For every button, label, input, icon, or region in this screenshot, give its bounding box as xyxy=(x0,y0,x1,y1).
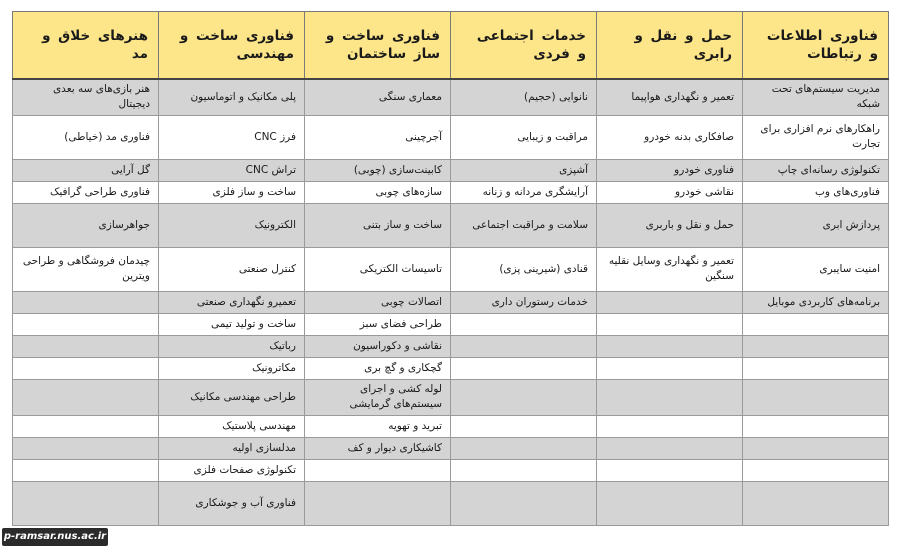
table-cell: امنیت سایبری xyxy=(743,247,889,291)
table-cell: کابینت‌سازی (چوبی) xyxy=(305,159,451,181)
table-cell: رباتیک xyxy=(159,335,305,357)
table-cell: مراقبت و زیبایی xyxy=(451,115,597,159)
table-cell xyxy=(743,379,889,415)
table-cell: سلامت و مراقبت اجتماعی xyxy=(451,203,597,247)
table-cell: معماری سنگی xyxy=(305,79,451,115)
table-cell: سازه‌های چوبی xyxy=(305,181,451,203)
table-cell xyxy=(597,437,743,459)
table-cell: ساخت و تولید تیمی xyxy=(159,313,305,335)
table-cell: مدلسازی اولیه xyxy=(159,437,305,459)
table-cell xyxy=(13,437,159,459)
table-cell: آجرچینی xyxy=(305,115,451,159)
table-cell xyxy=(13,481,159,525)
table-cell: خدمات رستوران داری xyxy=(451,291,597,313)
table-cell: تعمیر و نگهداری وسایل نقلیه سنگین xyxy=(597,247,743,291)
table-row xyxy=(13,115,889,159)
table-cell: کنترل صنعتی xyxy=(159,247,305,291)
header-manufacturing: فناوری ساخت و مهندسی xyxy=(159,12,305,80)
table-row xyxy=(13,459,889,481)
table-cell xyxy=(743,335,889,357)
table-cell: قنادی (شیرینی پزی) xyxy=(451,247,597,291)
table-row xyxy=(13,181,889,203)
table-cell: ساخت و ساز بتنی xyxy=(305,203,451,247)
table-cell xyxy=(451,335,597,357)
table-cell: اتصالات چوبی xyxy=(305,291,451,313)
table-cell: راهکارهای نرم افزاری برای تجارت xyxy=(743,115,889,159)
table-cell xyxy=(13,379,159,415)
table-cell: ساخت و ساز فلزی xyxy=(159,181,305,203)
table-cell: تراش CNC xyxy=(159,159,305,181)
table-cell xyxy=(13,313,159,335)
table-cell xyxy=(451,357,597,379)
skills-table xyxy=(12,11,889,526)
table-cell: فرز CNC xyxy=(159,115,305,159)
table-cell xyxy=(743,415,889,437)
header-row xyxy=(13,12,889,80)
site-watermark: p-ramsar.nus.ac.ir xyxy=(2,528,108,546)
table-cell xyxy=(597,313,743,335)
table-cell: مدیریت سیستم‌های تحت شبکه xyxy=(743,79,889,115)
table-cell xyxy=(13,459,159,481)
table-row xyxy=(13,437,889,459)
header-social-services: خدمات اجتماعی و فردی xyxy=(451,12,597,80)
table-cell: چیدمان فروشگاهی و طراحی ویترین xyxy=(13,247,159,291)
table-cell xyxy=(743,437,889,459)
table-cell: فناوری مد (خیاطی) xyxy=(13,115,159,159)
table-cell xyxy=(597,291,743,313)
table-cell xyxy=(597,335,743,357)
table-row xyxy=(13,291,889,313)
table-cell: حمل و نقل و باربری xyxy=(597,203,743,247)
table-cell xyxy=(13,415,159,437)
table-cell: الکترونیک xyxy=(159,203,305,247)
table-body xyxy=(13,79,889,525)
header-construction: فناوری ساخت و ساز ساختمان xyxy=(305,12,451,80)
table-row xyxy=(13,203,889,247)
table-cell xyxy=(13,335,159,357)
table-cell xyxy=(743,481,889,525)
table-row xyxy=(13,415,889,437)
table-cell: آرایشگری مردانه و زنانه xyxy=(451,181,597,203)
table-row xyxy=(13,481,889,525)
table-cell xyxy=(451,415,597,437)
header-creative-arts: هنرهای خلاق و مد xyxy=(13,12,159,80)
table-cell: فناوری آب و جوشکاری xyxy=(159,481,305,525)
table-cell xyxy=(451,313,597,335)
table-cell: تکنولوژی رسانه‌ای چاپ xyxy=(743,159,889,181)
table-cell: هنر بازی‌های سه بعدی دیجیتال xyxy=(13,79,159,115)
table-cell xyxy=(13,357,159,379)
table-cell xyxy=(743,357,889,379)
table-cell: تبرید و تهویه xyxy=(305,415,451,437)
table-cell: لوله کشی و اجرای سیستم‌های گرمایشی xyxy=(305,379,451,415)
table-cell xyxy=(305,481,451,525)
table-row xyxy=(13,379,889,415)
table-row xyxy=(13,313,889,335)
table-cell xyxy=(305,459,451,481)
table-cell: طراحی مهندسی مکانیک xyxy=(159,379,305,415)
table-cell: پلی مکانیک و اتوماسیون xyxy=(159,79,305,115)
table-cell xyxy=(451,481,597,525)
table-cell: نقاشی و دکوراسیون xyxy=(305,335,451,357)
table-cell: صافکاری بدنه خودرو xyxy=(597,115,743,159)
table-cell xyxy=(743,313,889,335)
table-cell xyxy=(451,379,597,415)
table-cell: تاسیسات الکتریکی xyxy=(305,247,451,291)
table-cell: فناوری طراحی گرافیک xyxy=(13,181,159,203)
table-cell xyxy=(597,415,743,437)
header-transport: حمل و نقل و رابری xyxy=(597,12,743,80)
table-cell: طراحی فضای سبز xyxy=(305,313,451,335)
table-cell xyxy=(451,459,597,481)
table-cell: جواهرسازی xyxy=(13,203,159,247)
table-cell: کاشیکاری دیوار و کف xyxy=(305,437,451,459)
table-cell xyxy=(743,459,889,481)
table-cell: مکاترونیک xyxy=(159,357,305,379)
table-cell xyxy=(597,459,743,481)
table-cell: پردازش ابری xyxy=(743,203,889,247)
table-row xyxy=(13,159,889,181)
table-row xyxy=(13,335,889,357)
table-cell: نانوایی (حجیم) xyxy=(451,79,597,115)
table-cell: تکنولوژی صفحات فلزی xyxy=(159,459,305,481)
table-cell: برنامه‌های کاربردی موبایل xyxy=(743,291,889,313)
table-row xyxy=(13,357,889,379)
table-cell: گچکاری و گچ بری xyxy=(305,357,451,379)
table-cell xyxy=(597,481,743,525)
table-cell xyxy=(451,437,597,459)
table-row xyxy=(13,79,889,115)
table-cell: فناوری‌های وب xyxy=(743,181,889,203)
table-cell: نقاشی خودرو xyxy=(597,181,743,203)
header-ict: فناوری اطلاعات و رتباطات xyxy=(743,12,889,80)
table-cell: گل آرایی xyxy=(13,159,159,181)
table-cell xyxy=(13,291,159,313)
table-cell: تعمیر و نگهداری هواپیما xyxy=(597,79,743,115)
table-cell: تعمیرو نگهداری صنعتی xyxy=(159,291,305,313)
table-row xyxy=(13,247,889,291)
table-cell: مهندسی پلاستیک xyxy=(159,415,305,437)
table-cell: آشپزی xyxy=(451,159,597,181)
table-cell xyxy=(597,357,743,379)
table-cell xyxy=(597,379,743,415)
table-cell: فناوری خودرو xyxy=(597,159,743,181)
